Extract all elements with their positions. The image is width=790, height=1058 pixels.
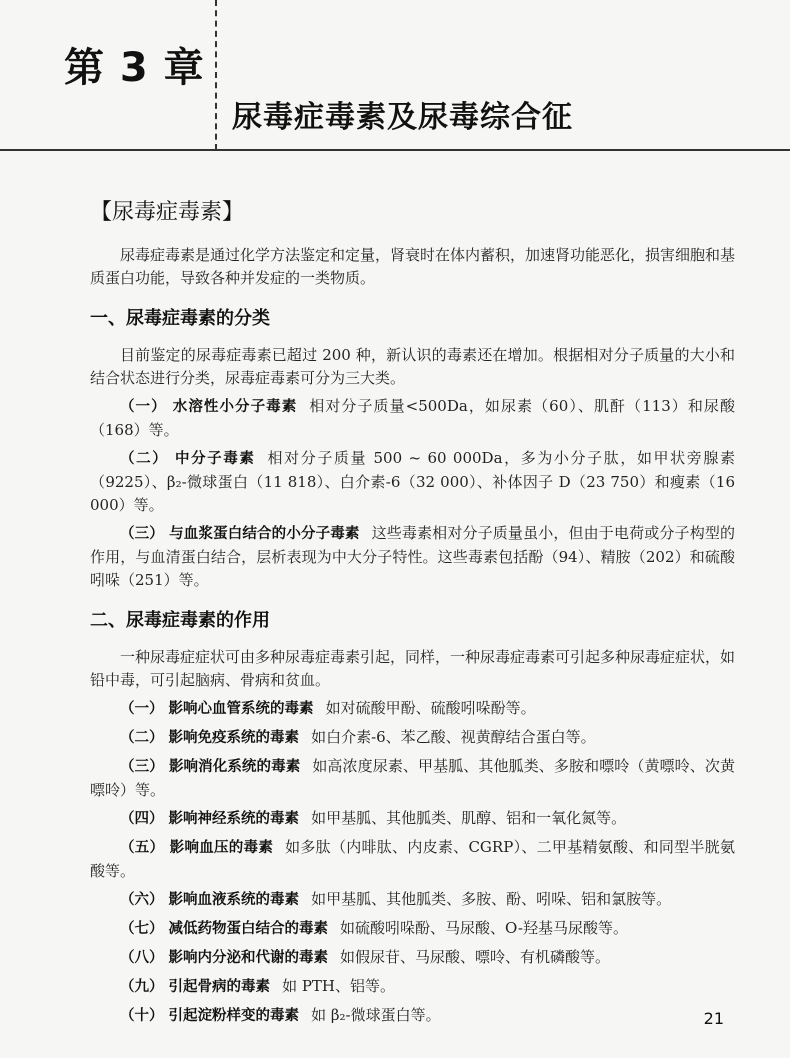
section-intro: 尿毒症毒素是通过化学方法鉴定和定量，肾衰时在体内蓄积，加速肾功能恶化，损害细胞和基质蛋白功能，导致各种并发症的一类物质。 [90,246,736,287]
item-text: 如 PTH、铝等。 [282,977,396,995]
item-label: （三） 影响消化系统的毒素 [120,759,301,775]
item-text: 如对硫酸甲酚、硫酸吲哚酚等。 [325,699,536,717]
list-item [90,697,735,721]
item-label: （二） 中分子毒素 [120,451,256,467]
item-label: （一） 水溶性小分子毒素 [120,399,298,415]
list-item [90,807,735,831]
item-label: （四） 影响神经系统的毒素 [120,811,300,827]
item-text: 相对分子质量<500Da，如尿素（60）、肌酐（113）和尿酸（168）等。 [90,397,735,439]
item-text: 如 β₂-微球蛋白等。 [311,1006,441,1024]
item-label: （十） 引起淀粉样变的毒素 [120,1008,300,1024]
item-label: （一） 影响心血管系统的毒素 [120,701,314,717]
item-text: 如假尿苷、马尿酸、嘌呤、有机磷酸等。 [340,948,611,966]
item-label: （六） 影响血液系统的毒素 [120,892,300,908]
list-item [90,755,735,802]
part2-heading: 二、尿毒症毒素的作用 [90,610,270,631]
list-item [90,888,735,912]
item-text: 如硫酸吲哚酚、马尿酸、O-羟基马尿酸等。 [340,919,628,937]
page-content [90,195,735,1033]
list-item [90,946,735,970]
list-item [90,917,735,941]
item-text: 如甲基胍、其他胍类、肌醇、铝和一氧化氮等。 [311,809,627,827]
part1-heading: 一、尿毒症毒素的分类 [90,308,270,329]
item-text: 这些毒素相对分子质量虽小，但由于电荷或分子构型的作用，与血清蛋白结合，层析表现为中大分子特性。这些毒素包括酚（94）、精胺（202）和硫酸吲哚（251）等。 [90,524,735,589]
list-item [90,975,735,999]
item-label: （八） 影响内分泌和代谢的毒素 [120,950,329,966]
item-label: （三） 与血浆蛋白结合的小分子毒素 [120,526,360,542]
header-vertical-divider [215,0,217,150]
part2-intro: 一种尿毒症症状可由多种尿毒症毒素引起，同样，一种尿毒症毒素可引起多种尿毒症症状，如铅中毒，可引起脑病、骨病和贫血。 [90,648,736,689]
part1-intro: 目前鉴定的尿毒症毒素已超过 200 种，新认识的毒素还在增加。根据相对分子质量的大小和结合状态进行分类，尿毒症毒素可分为三大类。 [90,346,735,387]
list-item [90,726,735,750]
item-text: 如白介素-6、苯乙酸、视黄醇结合蛋白等。 [311,728,596,746]
header-horizontal-rule [0,149,790,151]
chapter-title: 尿毒症毒素及尿毒综合征 [232,100,573,135]
item-text: 如高浓度尿素、甲基胍、其他胍类、多胺和嘌呤（黄嘌呤、次黄嘌呤）等。 [90,757,735,799]
page-number: 21 [703,1009,724,1028]
item-text: 如多肽（内啡肽、内皮素、CGRP）、二甲基精氨酸、和同型半胱氨酸等。 [90,838,735,880]
list-item [90,836,735,883]
item-label: （五） 影响血压的毒素 [120,840,274,856]
item-text: 相对分子质量 500 ~ 60 000Da，多为小分子肽，如甲状旁腺素（9225）、β₂-微球蛋白（11 818）、白介素-6（32 000）、补体因子 D（23 750）和瘦素（16 000）等。 [90,449,735,514]
list-item [90,522,735,592]
list-item [90,395,735,442]
section-title: 【尿毒症毒素】 [90,200,245,225]
item-label: （二） 影响免疫系统的毒素 [120,730,300,746]
item-text: 如甲基胍、其他胍类、多胺、酚、吲哚、铝和氯胺等。 [311,890,672,908]
item-label: （七） 减低药物蛋白结合的毒素 [120,921,329,937]
list-item [90,1004,735,1028]
list-item [90,447,735,517]
chapter-number: 第 3 章 [64,45,205,91]
item-label: （九） 引起骨病的毒素 [120,979,271,995]
